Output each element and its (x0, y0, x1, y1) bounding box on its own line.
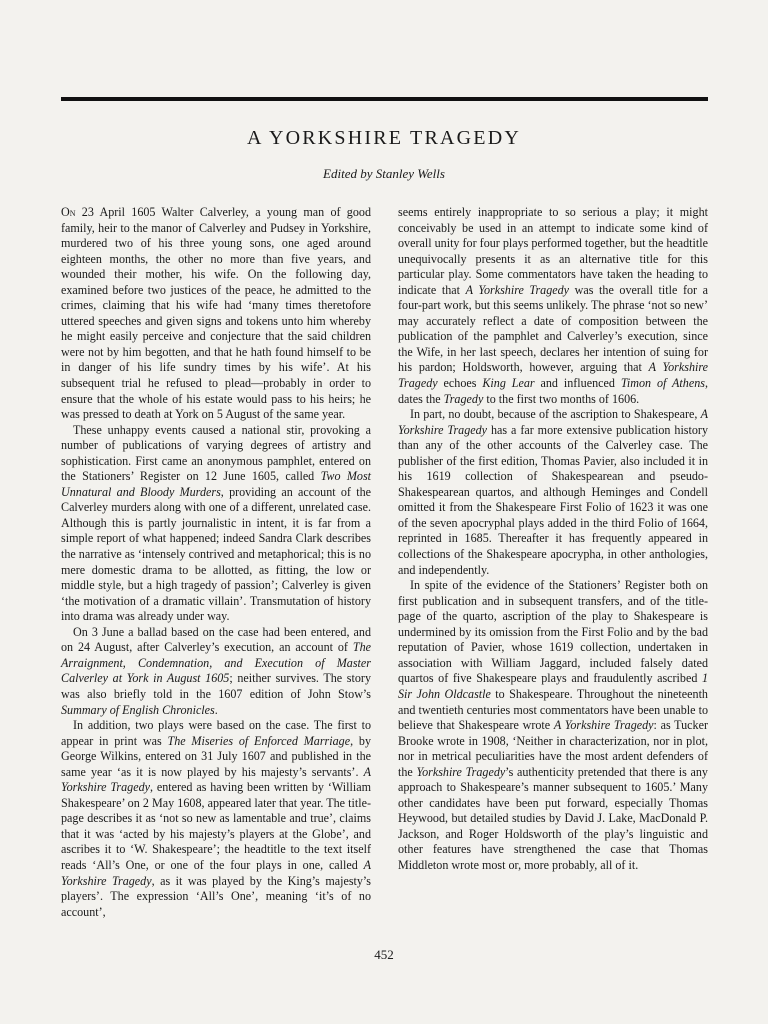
paragraph (398, 205, 708, 407)
work-title: Summary of English Chronicles (61, 702, 215, 717)
page-title: A YORKSHIRE TRAGEDY (246, 127, 522, 149)
paragraph-text: . (214, 702, 218, 717)
paragraph (61, 625, 371, 718)
paragraph-text: echoes (437, 376, 483, 391)
work-title: A Yorkshire Tragedy (61, 857, 371, 888)
paragraph-text: to the first two months of 1606. (483, 391, 640, 406)
paragraph-text: 23 April 1605 Walter Calverley, a young man of good family, heir to the manor of Calverley and Pudsey in Yorkshire, murdered two of his three young sons, one aged around eighteen months, the other no more than five years, and wounded their mother, his wife. On the following day, examined before two justices of the peace, he admitted to the crimes, claiming that his wife had ‘many times theretofore uttered speeches and given signs and tokens unto him whereby he might easily perceive and conjecture that the said children were not by him begotten, and that he hath found himself to be in danger of his life sundry times by his wife’. At his subsequent trial he refused to plead—probably in order to ensure that the whole of his estate would pass to his heirs; he was pressed to death at York on 5 August of the same year. (61, 205, 371, 422)
work-title: 1 Sir John Oldcastle (398, 671, 708, 701)
header-rule (61, 97, 708, 101)
paragraph-text: seems entirely inappropriate to so serious a play; it might conceivably be used in an attempt to indicate some kind of overall unity for four plays performed together, but the headtitle unequivocally presents it as an alternative title for this particular play. Some commentators have taken the heading to indicate that (398, 205, 708, 297)
work-title: A Yorkshire Tragedy (398, 407, 708, 437)
paragraph-text: : as Tucker Brooke wrote in 1908, ‘Neither in characterization, nor in plot, nor in metrical peculiarities have the most ardent defenders of the (398, 718, 708, 779)
right-column (398, 205, 708, 874)
editor-credit: Edited by Stanley Wells (323, 166, 445, 181)
paragraph-text: and influenced (534, 376, 621, 391)
work-title: Two Most Unnatural and Bloody Murders (61, 469, 372, 499)
work-title: A Yorkshire Tragedy (553, 718, 654, 733)
paragraph-text: ; neither survives. The story was also briefly told in the 1607 edition of John Stow’s (61, 671, 371, 701)
paragraph (61, 205, 371, 423)
paragraph-text: has a far more extensive publication history than any of the other accounts of the Calverley case. The publisher of the first edition, Thomas Pavier, also included it in his 1619 collection of Shakespearean and pseudo-Shakespearean quartos, and although Heminges and Condell omitted it from the Shakespeare First Folio of 1623 it was one of the seven apocryphal plays added in the third Folio of 1664, reprinted in 1685. Thereafter it has frequently appeared in collections of the Shakespeare apocrypha, in other anthologies, and independently. (398, 422, 708, 577)
paragraph (398, 407, 708, 578)
paragraph-text: ’s authenticity pretended that there is any approach to Shakespeare’s manner subsequent to 1605.’ Many other candidates have been put forward, especially Thomas Heywood, but detailed studies by David J. Lake, MacDonald P. Jackson, and Roger Holdsworth of the play’s linguistic and other features have strengthened the case that Thomas Middleton wrote most or, more probably, all of it. (398, 764, 708, 872)
work-title: King Lear (482, 376, 535, 391)
paragraph-text: , dates the (398, 376, 708, 406)
paragraph (398, 578, 708, 873)
work-title: Yorkshire Tragedy (416, 764, 506, 779)
paragraph-text: , as it was played by the King’s majesty’s players’. The expression ‘All’s One’, meaning ‘it’s of no account’, (61, 873, 372, 919)
paragraph (61, 423, 371, 625)
left-column (61, 205, 371, 920)
paragraph-text: In addition, two plays were based on the case. The first to appear in print was (61, 718, 371, 748)
work-title: A Yorkshire Tragedy (465, 282, 570, 297)
paragraph-text: These unhappy events caused a national stir, provoking a number of publications of varying degrees of artistry and sophistication. First came an anonymous pamphlet, entered on the Stationers’ Register on 12 June 1605, called (61, 422, 371, 484)
paragraph-text: to Shakespeare. Throughout the nineteenth and twentieth centuries most commentators have been unable to believe that Shakespeare wrote (398, 686, 708, 733)
paragraph-text: On 3 June a ballad based on the case had been entered, and on 24 August, after Calverley’s execution, an account of (61, 624, 371, 655)
paragraph (61, 718, 371, 920)
work-title: The Arraignment, Condemnation, and Execution of Master Calverley at York in August 1605 (61, 640, 371, 686)
paragraph-text: , providing an account of the Calverley murders along with one of a different, unrelated case. Although this is partly journalistic in intent, it is far from a simple report of what happened; indeed Sandra Clark describes the narrative as ‘intensely contrived and metaphorical; this is no mere domestic drama to be allotted, as fitting, the low or middle style, but a high tragedy of passion’; Calverley is given ‘the motivation of a dramatic villain’. Transmutation of history into drama was already under way. (61, 484, 371, 624)
paragraph-text: was the overall title for a four-part work, but this seems unlikely. The phrase ‘not so new’ may accurately reflect a date of composition between the publication of the pamphlet and Calverley’s execution, since the Wife, in her last speech, declares her intention of suing for his pardon; Holdsworth, however, arguing that (398, 282, 709, 375)
paragraph-text: In spite of the evidence of the Stationers’ Register both on first publication and in subsequent transfers, and of the title-page of the quarto, ascription of the play to Shakespeare is undermined by its omission from the First Folio and by the bad reputation of Pavier, whose 1619 collection, undertaken in association with William Jaggard, included falsely dated quartos of five Shakespeare plays and fraudulently ascribed (398, 578, 708, 686)
paragraph-text: , entered as having been written by ‘William Shakespeare’ on 2 May 1608, appeared later that year. The title-page describes it as ‘not so new as lamentable and true’, claims that it was ‘acted by his majesty’s players at the Globe’, and ascribes it to ‘W. Shakespeare’; the headtitle to the text itself reads ‘All’s One, or one of the four plays in one, called (61, 780, 371, 872)
work-title: A Yorkshire Tragedy (398, 360, 708, 391)
work-title: Tragedy (443, 391, 484, 406)
paragraph-text: In part, no doubt, because of the ascription to Shakespeare, (410, 407, 701, 422)
page-number: 452 (374, 947, 394, 962)
work-title: A Yorkshire Tragedy (61, 764, 371, 795)
drop-cap-opening: On (61, 205, 76, 219)
work-title: Timon of Athens (620, 376, 705, 391)
work-title: The Miseries of Enforced Marriage (167, 733, 351, 748)
paragraph-text: , by George Wilkins, entered on 31 July 1607 and published in the same year ‘as it is now played by his majesty’s servants’. (61, 733, 372, 779)
